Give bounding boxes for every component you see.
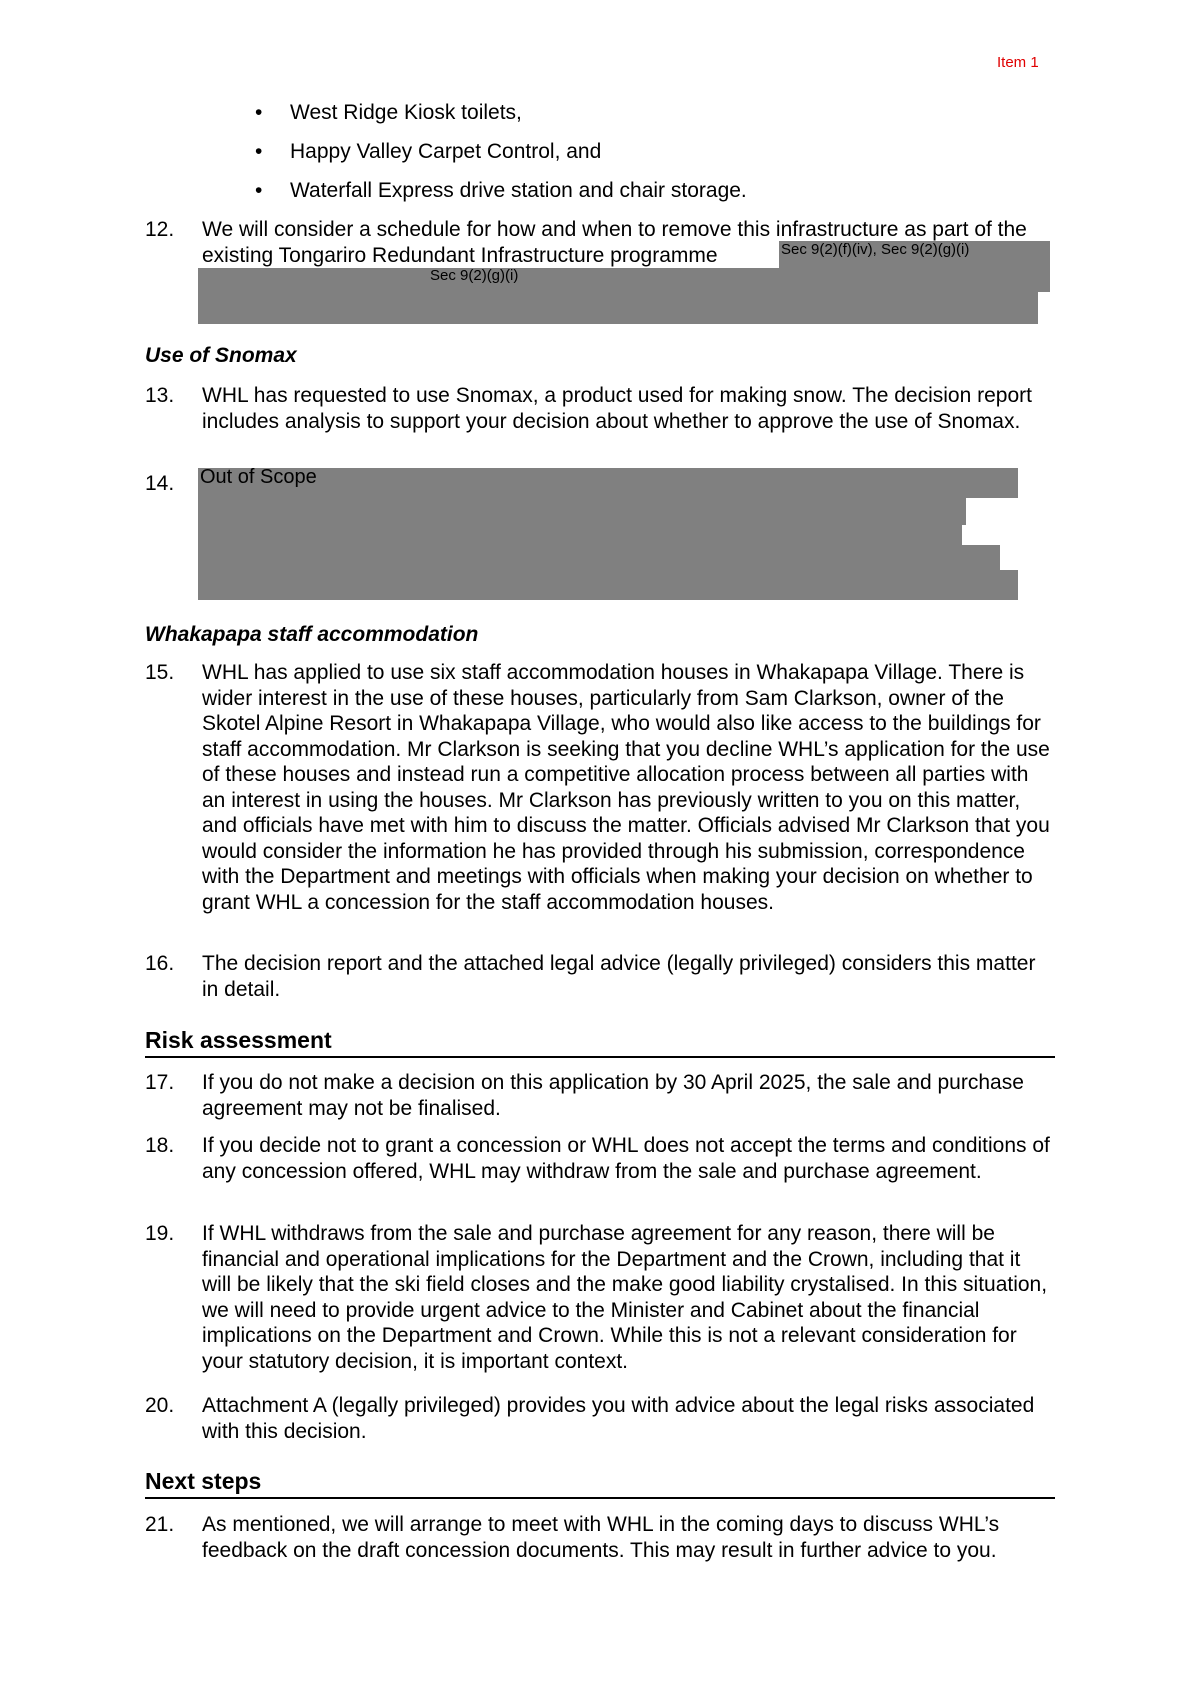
paragraph-number: 13. <box>145 384 175 407</box>
redaction-label: Sec 9(2)(f)(iv), Sec 9(2)(g)(i) <box>781 241 970 258</box>
redaction-block <box>198 468 1018 600</box>
paragraph-19 <box>145 1221 1055 1374</box>
paragraph-18 <box>145 1133 1055 1184</box>
redaction-block <box>198 292 1038 324</box>
paragraph-text: Attachment A (legally privileged) provides you with advice about the legal risks associated with this decision. <box>202 1394 1035 1443</box>
bullet-icon: • <box>255 179 263 202</box>
paragraph-21 <box>145 1512 1055 1563</box>
redaction-edge <box>962 525 1019 545</box>
paragraph-number: 19. <box>145 1222 175 1245</box>
subheading-accommodation: Whakapapa staff accommodation <box>145 623 479 646</box>
paragraph-13 <box>145 383 1055 434</box>
list-item <box>255 140 747 164</box>
paragraph-number: 14. <box>145 472 175 495</box>
list-item <box>255 179 747 203</box>
paragraph-text: If you do not make a decision on this application by 30 April 2025, the sale and purchase agreement may not be finalised. <box>202 1071 1024 1120</box>
paragraph-20 <box>145 1393 1055 1444</box>
paragraph-number: 15. <box>145 661 175 684</box>
paragraph-number: 16. <box>145 952 175 975</box>
paragraph-number: 21. <box>145 1513 175 1536</box>
paragraph-number: 20. <box>145 1394 175 1417</box>
list-item-text: West Ridge Kiosk toilets, <box>290 101 522 124</box>
paragraph-text: If you decide not to grant a concession or WHL does not accept the terms and conditions of any concession offered, WHL may withdraw from the sale and purchase agreement. <box>202 1134 1050 1183</box>
list-item-text: Happy Valley Carpet Control, and <box>290 140 602 163</box>
list-item-text: Waterfall Express drive station and chair storage. <box>290 179 747 202</box>
paragraph-15 <box>145 660 1055 915</box>
paragraph-number: 12. <box>145 218 175 241</box>
item-tag: Item 1 <box>997 54 1039 71</box>
paragraph-number: 17. <box>145 1071 175 1094</box>
paragraph-text: As mentioned, we will arrange to meet with WHL in the coming days to discuss WHL’s feedback on the draft concession documents. This may result in further advice to you. <box>202 1513 1000 1562</box>
paragraph-text: The decision report and the attached legal advice (legally privileged) considers this matter in detail. <box>202 952 1036 1001</box>
paragraph-text: We will consider a schedule for how and when to remove this infrastructure as part of the existing Tongariro Redundant Infrastructure programme <box>202 218 1027 267</box>
section-heading-next-steps: Next steps <box>145 1468 1055 1499</box>
redaction-block <box>198 268 1050 292</box>
paragraph-text: WHL has applied to use six staff accommodation houses in Whakapapa Village. There is wider interest in the use of these houses, particularly from Sam Clarkson, owner of the Skotel Alpine Resort in Whakapapa Village, who would also like access to the buildings for staff accommodation. Mr Clarkson is seeking that you decline WHL’s application for the use of these houses and instead run a competitive allocation process between all parties with an interest in using the houses. Mr Clarkson has previously written to you on this matter, and officials have met with him to discuss the matter. Officials advised Mr Clarkson that you would consider the information he has provided through his submission, correspondence with the Department and meetings with officials when making your decision on whether to grant WHL a concession for the staff accommodation houses. <box>202 661 1050 914</box>
paragraph-text: If WHL withdraws from the sale and purchase agreement for any reason, there will be financial and operational implications for the Department and the Crown, including that it will be likely that the ski field closes and the make good liability crystalised. In this situation, we will need to provide urgent advice to the Minister and Cabinet about the financial implications on the Department and Crown. While this is not a relevant consideration for your statutory decision, it is important context. <box>202 1222 1048 1373</box>
redaction-edge <box>966 498 1019 525</box>
paragraph-text: WHL has requested to use Snomax, a product used for making snow. The decision report includes analysis to support your decision about whether to approve the use of Snomax. <box>202 384 1032 433</box>
paragraph-16 <box>145 951 1055 1002</box>
bullet-list <box>255 101 747 218</box>
bullet-icon: • <box>255 140 263 163</box>
redaction-label: Out of Scope <box>200 466 317 488</box>
subheading-snomax: Use of Snomax <box>145 344 297 367</box>
section-heading-risk: Risk assessment <box>145 1027 1055 1058</box>
paragraph-number: 18. <box>145 1134 175 1157</box>
redaction-label: Sec 9(2)(g)(i) <box>430 267 519 284</box>
bullet-icon: • <box>255 101 263 124</box>
paragraph-17 <box>145 1070 1055 1121</box>
list-item <box>255 101 747 125</box>
redaction-edge <box>1000 545 1019 570</box>
